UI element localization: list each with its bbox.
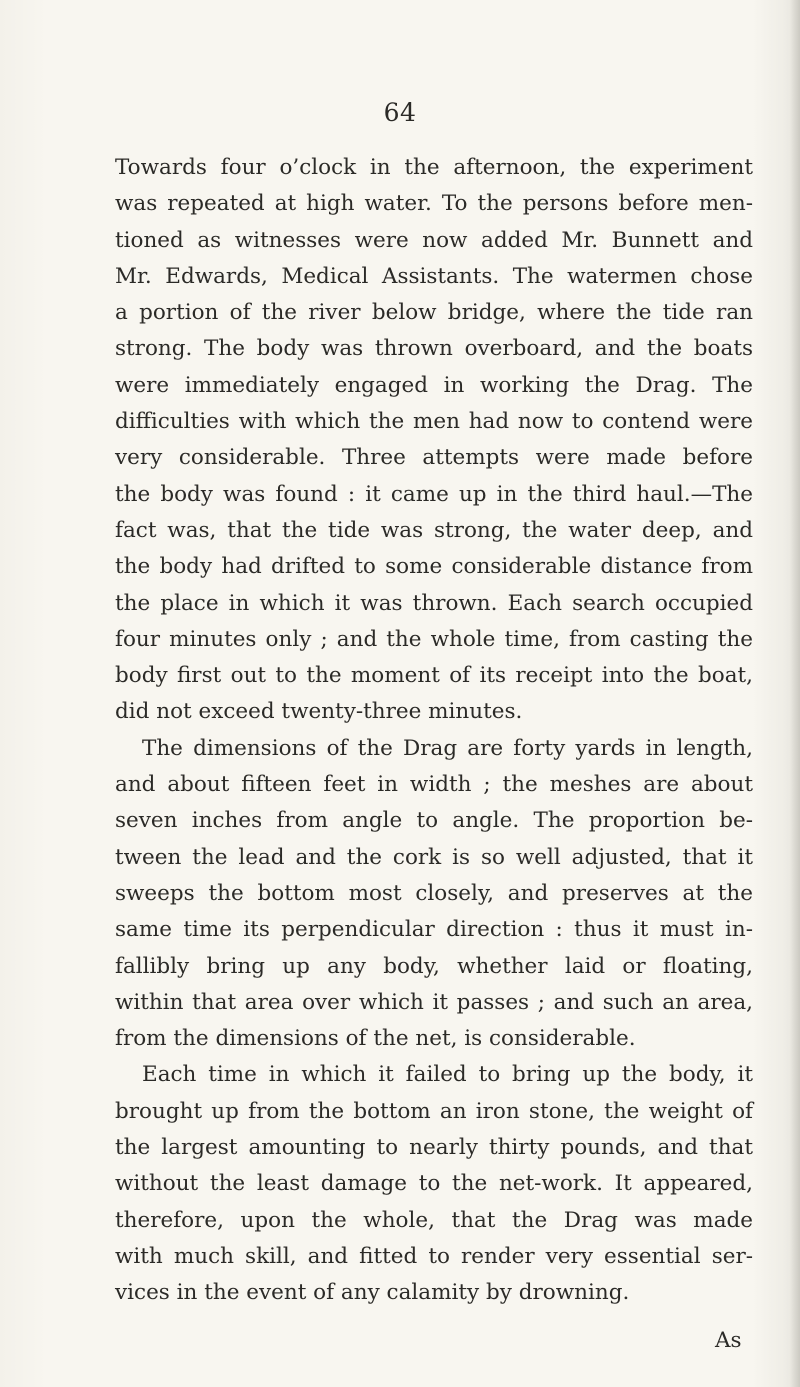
text-line: Mr. Edwards, Medical Assistants. The watermen chose: [115, 263, 753, 289]
text-line: strong. The body was thrown overboard, and the boats: [115, 336, 753, 362]
text-line: tween the lead and the cork is so well adjusted, that it: [115, 844, 753, 870]
text-line: fallibly bring up any body, whether laid or floating,: [115, 953, 753, 979]
text-line: The dimensions of the Drag are forty yards in length,: [142, 735, 753, 761]
catchword: As: [715, 1328, 742, 1353]
text-line: within that area over which it passes ; and such an area,: [115, 989, 753, 1015]
text-line: the body had drifted to some considerable distance from: [115, 554, 753, 580]
text-line: difficulties with which the men had now to contend were: [115, 409, 753, 435]
text-line: from the dimensions of the net, is considerable.: [115, 1026, 636, 1052]
page-number: 64: [383, 98, 417, 127]
text-line: brought up from the bottom an iron stone, the weight of: [115, 1098, 753, 1124]
text-line: fact was, that the tide was strong, the water deep, and: [115, 517, 753, 543]
text-line: therefore, upon the whole, that the Drag was made: [115, 1207, 753, 1233]
text-line: Each time in which it failed to bring up the body, it: [142, 1062, 753, 1088]
text-line: body first out to the moment of its receipt into the boat,: [115, 663, 753, 689]
text-line: the largest amounting to nearly thirty pounds, and that: [115, 1135, 753, 1161]
text-line: seven inches from angle to angle. The proportion be-: [115, 808, 753, 834]
text-line: a portion of the river below bridge, where the tide ran: [115, 300, 753, 326]
text-line: very considerable. Three attempts were made before: [115, 445, 753, 471]
text-line: were immediately engaged in working the Drag. The: [115, 372, 753, 398]
text-line: did not exceed twenty-three minutes.: [115, 699, 523, 725]
text-line: Towards four o’clock in the afternoon, the experiment: [115, 155, 753, 180]
body-text: [115, 150, 753, 1312]
text-line: vices in the event of any calamity by drowning.: [115, 1280, 630, 1306]
text-line: without the least damage to the net-work. It appeared,: [115, 1171, 753, 1197]
text-line: sweeps the bottom most closely, and preserves at the: [115, 880, 753, 906]
text-line: the body was found : it came up in the third haul.—The: [115, 481, 753, 507]
page-edge-shadow: [790, 0, 800, 1387]
text-line: tioned as witnesses were now added Mr. Bunnett and: [115, 227, 753, 253]
text-line: the place in which it was thrown. Each search occupied: [115, 590, 753, 616]
text-line: same time its perpendicular direction : thus it must in-: [115, 917, 753, 943]
text-line: was repeated at high water. To the persons before men-: [115, 191, 753, 217]
text-line: and about fifteen feet in width ; the meshes are about: [115, 772, 753, 798]
text-line: four minutes only ; and the whole time, from casting the: [115, 626, 753, 652]
text-line: with much skill, and fitted to render very essential ser-: [115, 1243, 753, 1269]
